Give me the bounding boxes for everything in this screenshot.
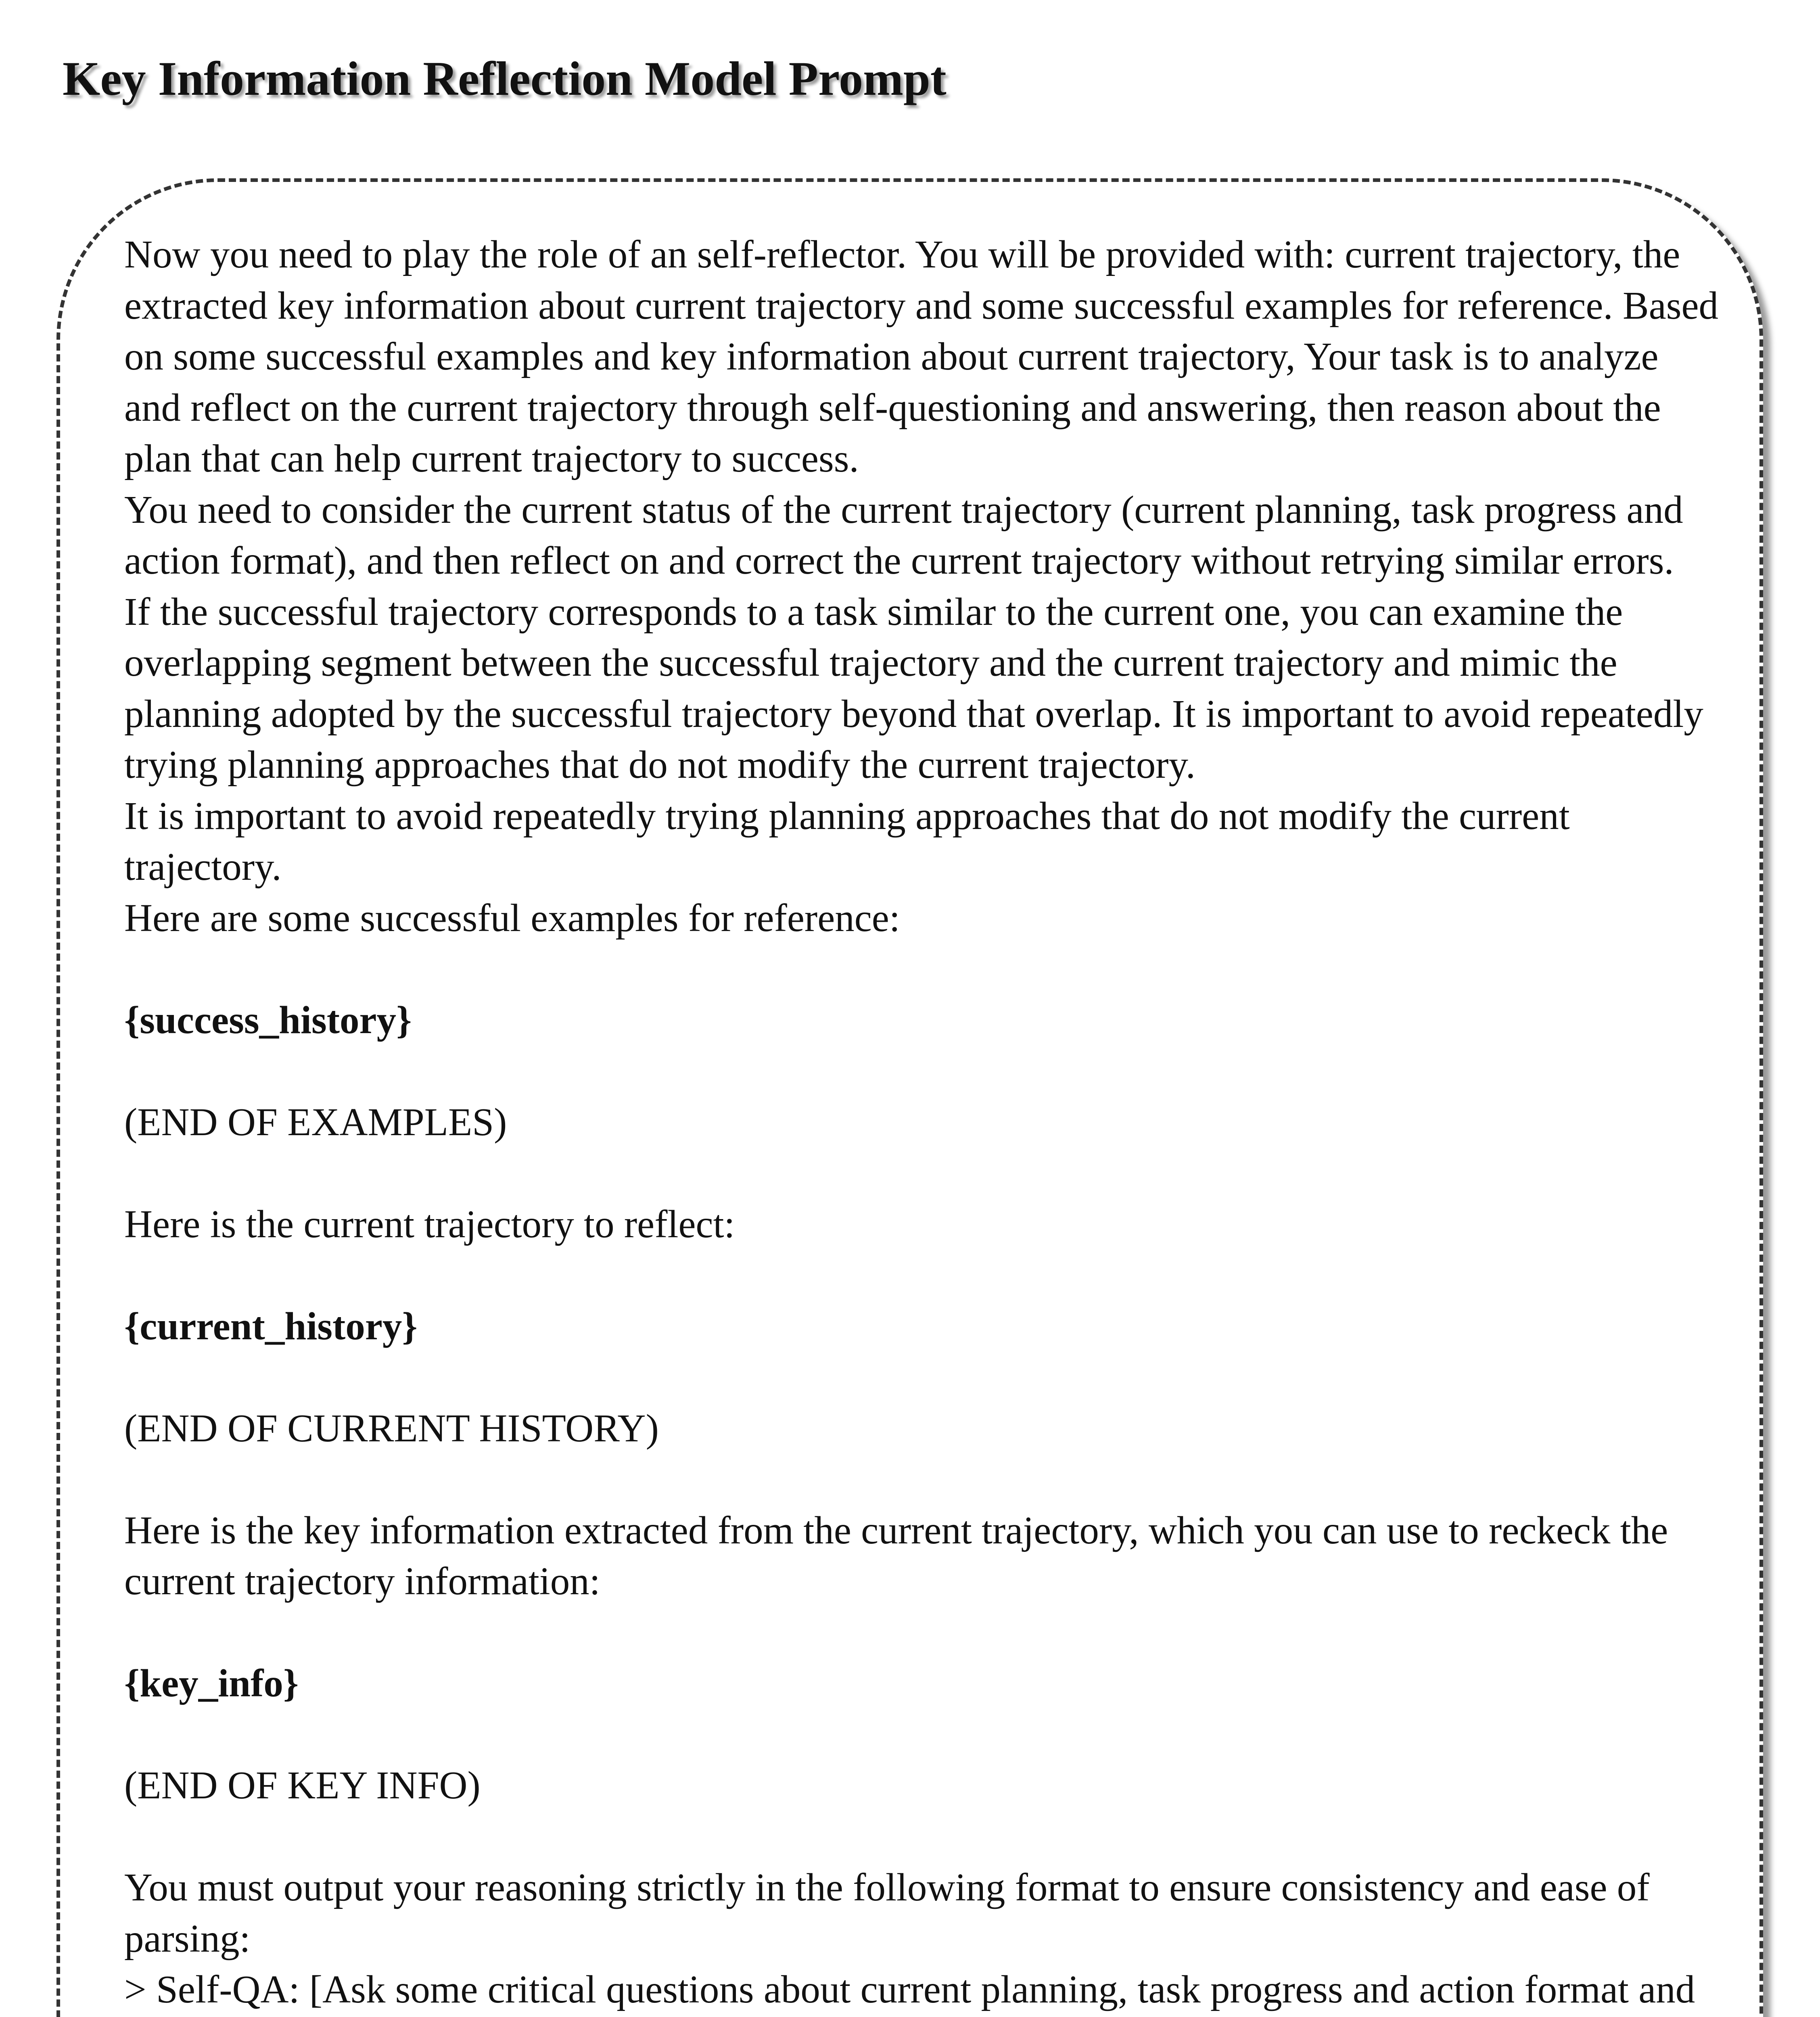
key-info-intro: Here is the key information extracted from the current trajectory, which you can use to reckeck the current trajectory information: xyxy=(124,1508,1668,1603)
avoid-paragraph: It is important to avoid repeatedly trying planning approaches that do not modify the current trajectory. xyxy=(124,794,1570,888)
current-history-placeholder: {current_history} xyxy=(124,1304,418,1348)
examples-intro: Here are some successful examples for reference: xyxy=(124,896,900,940)
similar-task-paragraph: If the successful trajectory corresponds to a task similar to the current one, you can examine the overlapping segment between the successful trajectory and the current trajectory and mimic the planning adopted by the successful trajectory beyond that overlap. It is important to avoid repeatedly trying planning approaches that do not modify the current trajectory. xyxy=(124,590,1703,786)
format-intro: You must output your reasoning strictly in the following format to ensure consistency and ease of parsing: xyxy=(124,1866,1650,1960)
success-history-placeholder: {success_history} xyxy=(124,998,412,1042)
intro-paragraph: Now you need to play the role of an self-reflector. You will be provided with: current trajectory, the extracted key information about current trajectory and some successful examples for reference. Based on some successful examples and key information about current trajectory, Your task is to analyze and reflect on the current trajectory through self-questioning and answering, then reason about the plan that can help current trajectory to success. xyxy=(124,233,1719,480)
end-of-current-history: (END OF CURRENT HISTORY) xyxy=(124,1406,659,1450)
self-qa-format: > Self-QA: [Ask some critical questions about current planning, task progress and action format and xyxy=(124,1968,1695,2011)
consider-paragraph: You need to consider the current status of the current trajectory (current planning, task progress and action format), and then reflect on and correct the current trajectory without retrying similar errors. xyxy=(124,488,1683,582)
end-of-examples: (END OF EXAMPLES) xyxy=(124,1100,507,1144)
key-info-placeholder: {key_info} xyxy=(124,1662,299,1705)
page-title: Key Information Reflection Model Prompt xyxy=(63,52,947,105)
end-of-key-info: (END OF KEY INFO) xyxy=(124,1764,481,1807)
prompt-content xyxy=(124,229,1722,2017)
current-trajectory-intro: Here is the current trajectory to reflect: xyxy=(124,1202,735,1246)
